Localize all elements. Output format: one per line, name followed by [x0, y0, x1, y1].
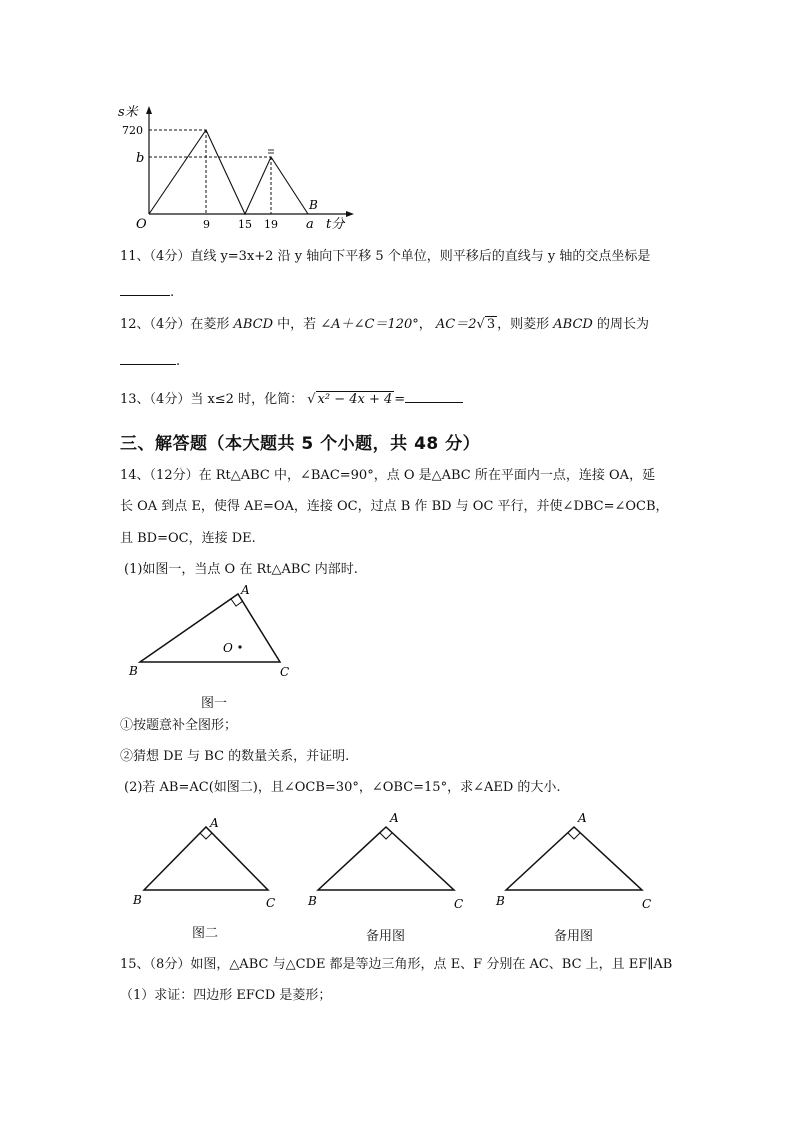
q12-tail: 的周长为 [596, 317, 649, 332]
label-c: C [454, 897, 464, 911]
point-b-label: B [309, 198, 318, 212]
right-angle-mark [200, 833, 212, 839]
q12-suffix: ，则菱形 [497, 317, 550, 332]
x-tick-19: 19 [264, 218, 278, 231]
q12-answer-blank [120, 352, 176, 365]
q14-line-3: 且 BD=OC，连接 DE. [120, 531, 256, 546]
x-axis-arrow [346, 211, 354, 217]
label-a: A [578, 811, 587, 825]
label-o: O [223, 641, 233, 655]
q12-mid: 中，若 [277, 317, 317, 332]
distance-time-graph [108, 102, 358, 234]
q11-end: . [170, 285, 175, 300]
label-c: C [280, 665, 290, 679]
question-13 [120, 390, 463, 408]
figure-2-triangle [130, 810, 280, 914]
q12-sqrt-sign: √ [476, 317, 485, 332]
label-b: B [308, 894, 317, 908]
figure-2-caption: 图二 [192, 926, 219, 941]
spare-figure-1-caption: 备用图 [366, 929, 406, 944]
q15-line-1: 15、（8分）如图，△ABC 与△CDE 都是等边三角形，点 E、F 分别在 AC、BC 上，且 EF∥AB [120, 957, 673, 972]
triangle-abc [506, 827, 642, 890]
figure-1-triangle [124, 584, 304, 684]
q13-equals: = [394, 392, 406, 407]
y-axis-arrow [146, 106, 152, 114]
q12-abcd-2: ABCD [553, 317, 593, 332]
spare-figure-2-caption: 备用图 [554, 929, 594, 944]
q14-line-1: 14、（12分）在 Rt△ABC 中，∠BAC=90°，点 O 是△ABC 所在平面内一点，连接 OA，延 [120, 468, 656, 483]
q13-radicand: x² − 4x + 4 [317, 392, 393, 407]
q11-text: 11、（4分）直线 y=3x+2 沿 y 轴向下平移 5 个单位，则平移后的直线与 y 轴的交点坐标是 [120, 249, 651, 264]
x-tick-15: 15 [238, 218, 252, 231]
distance-line [149, 130, 308, 214]
spare-figure-2 [494, 810, 658, 914]
right-angle-mark [380, 833, 392, 839]
q14-part-1: (1)如图一，当点 O 在 Rt△ABC 内部时. [124, 562, 358, 577]
label-a: A [390, 811, 399, 825]
y-tick-720: 720 [122, 124, 143, 137]
q12-root: 3 [486, 317, 496, 332]
question-11-answer [120, 283, 174, 301]
q15-line-2: （1）求证：四边形 EFCD 是菱形； [120, 988, 332, 1003]
label-b: B [133, 893, 142, 907]
y-tick-b: b [136, 151, 145, 166]
q14-item-1: ①按题意补全图形； [120, 718, 238, 733]
q11-answer-blank [120, 283, 170, 296]
question-11 [120, 249, 650, 265]
section-3-heading: 三、解答题（本大题共 5 个小题，共 48 分） [120, 434, 481, 454]
right-angle-mark [568, 833, 580, 839]
figure-1-caption: 图一 [201, 696, 228, 711]
y-axis-label: s米 [118, 105, 138, 120]
x-axis-label: t分 [326, 217, 345, 232]
q13-sqrt-sign: √ [307, 392, 316, 407]
q12-prefix: 12、（4分）在菱形 [120, 317, 230, 332]
triangle-abc [144, 827, 268, 890]
x-tick-a: a [306, 217, 314, 232]
x-tick-9: 9 [203, 218, 210, 231]
q13-prefix: 13、（4分）当 x≤2 时，化简： [120, 392, 304, 407]
triangle-abc [140, 594, 280, 662]
triangle-abc [318, 827, 454, 890]
label-c: C [266, 896, 276, 910]
label-a: A [241, 584, 250, 597]
q12-comma: ， [418, 317, 432, 332]
label-b: B [129, 664, 138, 678]
label-a: A [210, 816, 219, 830]
q14-line-2: 长 OA 到点 E，使得 AE=OA，连接 OC，过点 B 作 BD 与 OC 平行，并使∠DBC=∠OCB， [120, 499, 669, 514]
question-12 [120, 317, 649, 333]
q13-answer-blank [405, 390, 463, 403]
spare-figure-1 [306, 810, 470, 914]
label-c: C [642, 897, 652, 911]
q12-angle-expr: ∠A＋∠C＝120° [320, 317, 419, 332]
q12-end: . [176, 354, 181, 369]
q14-part-2: (2)若 AB=AC(如图二)，且∠OCB=30°，∠OBC=15°，求∠AED 的大小. [124, 780, 561, 795]
point-o [238, 645, 241, 648]
question-12-answer [120, 352, 180, 370]
q14-item-2: ②猜想 DE 与 BC 的数量关系，并证明. [120, 749, 350, 764]
q12-abcd: ABCD [233, 317, 274, 332]
origin-label: O [136, 217, 147, 232]
label-b: B [496, 894, 505, 908]
q12-ac-expr: AC＝2 [435, 317, 477, 332]
